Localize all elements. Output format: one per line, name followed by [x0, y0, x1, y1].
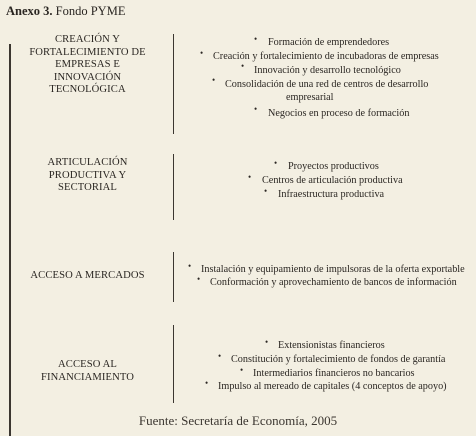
- bullet-icon: •: [200, 48, 204, 58]
- category-line: PRODUCTIVA Y: [48, 169, 127, 181]
- bullet-icon: •: [265, 337, 269, 347]
- bullet-icon: •: [241, 61, 245, 71]
- bullet-icon: •: [264, 186, 268, 196]
- list-item: Conformación y aprovechamiento de bancos de información: [210, 277, 457, 288]
- bullet-icon: •: [254, 34, 258, 44]
- category-line: ACCESO AL: [58, 359, 117, 370]
- list-item: Innovación y desarrollo tecnológico: [254, 65, 401, 76]
- bullet-icon: •: [188, 261, 192, 271]
- bullet-icon: •: [205, 378, 209, 388]
- section-divider: [173, 325, 174, 403]
- section-category: [14, 359, 161, 384]
- bullet-icon: •: [218, 351, 222, 361]
- section-divider: [173, 34, 174, 134]
- list-item: empresarial: [286, 92, 334, 103]
- category-line: CREACIÓN Y: [54, 34, 121, 45]
- bullet-icon: •: [274, 158, 278, 168]
- list-item: Consolidación de una red de centros de desarrollo: [225, 79, 429, 90]
- category-line: ACCESO A MERCADOS: [30, 270, 145, 281]
- section-category: [14, 157, 161, 195]
- section-category: [14, 34, 161, 97]
- annex-title: [6, 4, 125, 19]
- bullet-icon: •: [197, 274, 201, 284]
- list-item: Intermediarios financieros no bancarios: [253, 368, 415, 379]
- category-line: FORTALECIMIENTO DE: [29, 46, 146, 58]
- list-item: Instalación y equipamiento de impulsoras de la oferta exportable: [201, 264, 465, 275]
- category-line: SECTORIAL: [58, 182, 117, 194]
- list-item: Centros de articulación productiva: [262, 175, 403, 186]
- section-divider: [173, 252, 174, 302]
- bullet-icon: •: [212, 75, 216, 85]
- list-item: Formación de emprendedores: [268, 37, 390, 48]
- bullet-icon: •: [248, 172, 252, 182]
- section-divider: [173, 154, 174, 220]
- category-line: ARTICULACIÓN: [47, 157, 128, 168]
- category-line: INNOVACIÓN: [53, 71, 122, 83]
- list-item: Proyectos productivos: [288, 161, 379, 172]
- list-item: Infraestructura productiva: [278, 189, 385, 200]
- source-footer: Fuente: Secretaría de Economía, 2005: [138, 413, 338, 428]
- section-category: [14, 270, 161, 283]
- category-line: FINANCIAMIENTO: [40, 371, 134, 383]
- list-item: Negocios en proceso de formación: [268, 108, 410, 119]
- list-item: Creación y fortalecimiento de incubadoras de empresas: [213, 51, 439, 62]
- left-vertical-rule: [9, 44, 11, 436]
- list-item: Constitución y fortalecimiento de fondos de garantía: [231, 354, 446, 365]
- annex-title-text: Fondo PYME: [55, 4, 126, 18]
- list-item: Extensionistas financieros: [278, 340, 385, 351]
- bullet-icon: •: [254, 104, 258, 114]
- list-item: Impulso al mereado de capitales (4 conceptos de apoyo): [218, 381, 447, 392]
- category-line: EMPRESAS E: [55, 59, 120, 71]
- category-line: TECNOLÓGICA: [49, 84, 126, 96]
- annex-title-prefix: Anexo 3.: [6, 4, 53, 18]
- bullet-icon: •: [240, 365, 244, 375]
